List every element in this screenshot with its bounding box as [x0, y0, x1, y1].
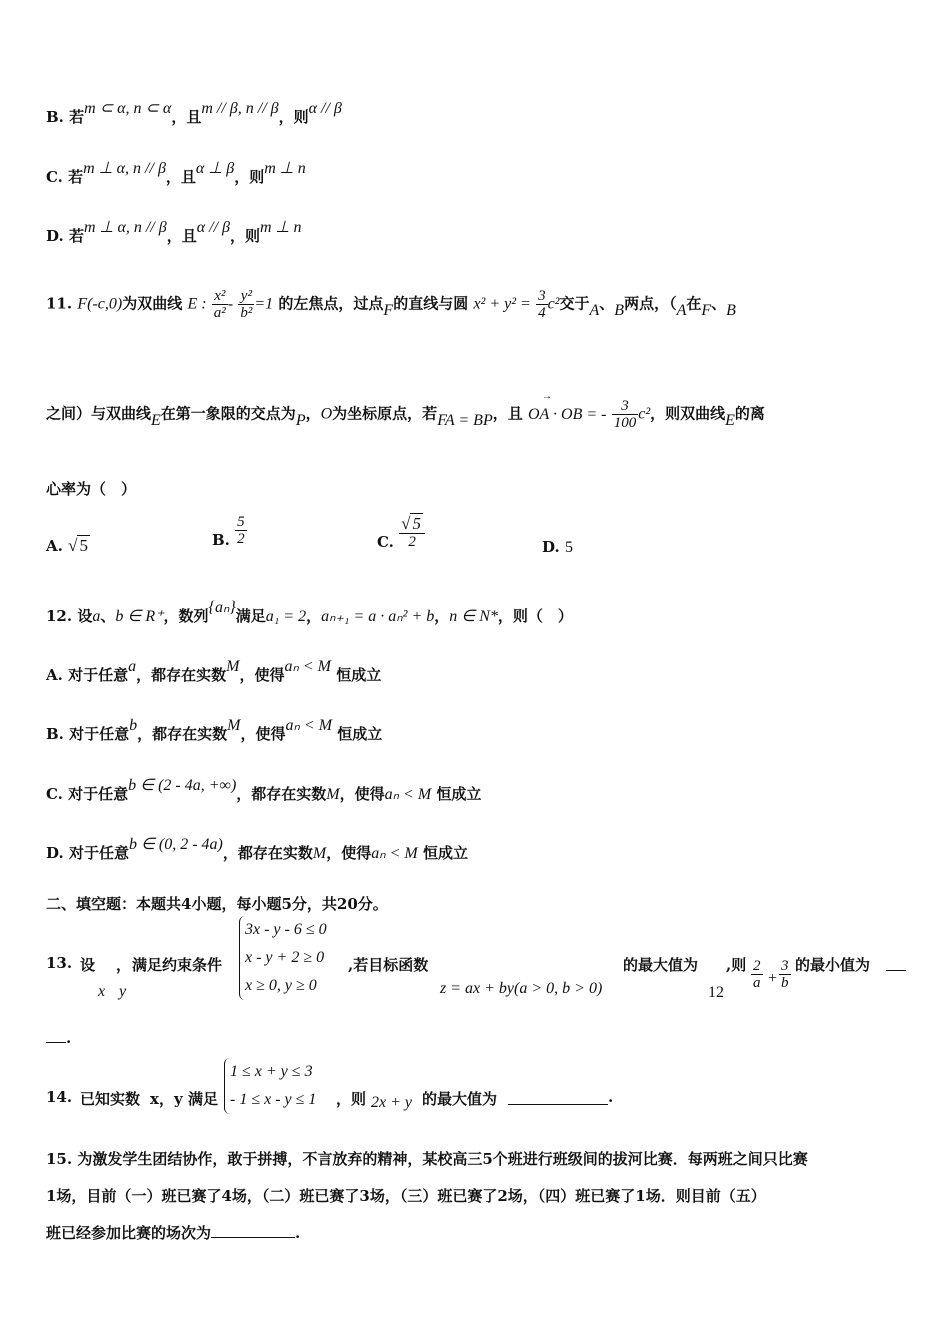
q12-option-c: C. 对于任意b ∈ (2 - 4a, +∞)，都存在实数M，使得aₙ < M 恒成立 — [46, 777, 482, 803]
fraction-y2-b2: $\frac{\text{y²}}{\text{b²}}$ — [240, 288, 253, 321]
sqrt-icon: √ 5 — [401, 514, 421, 533]
q11-option-a: A. √ 5 — [46, 536, 88, 555]
q11-option-b: B. $\frac{5}{2}$ — [212, 514, 245, 549]
answer-blank[interactable] — [886, 956, 906, 971]
q11-option-d: D. 5 — [542, 538, 573, 556]
fraction-x2-a2: $\frac{\text{x²}}{\text{a²}}$ — [213, 288, 226, 321]
constraint-system: 1 ≤ x + y ≤ 3 - 1 ≤ x - y ≤ 1 — [224, 1058, 316, 1114]
fraction-3-4: $\frac{3}{4}$ — [538, 288, 546, 321]
sqrt-icon: √ 5 — [68, 536, 88, 555]
q15-line-2: 1场，目前（一）班已赛了4场，（二）班已赛了3场，（三）班已赛了2场，（四）班已赛了1场．则目前（五） — [46, 1187, 766, 1205]
q12-option-a: A. 对于任意a，都存在实数M，使得aₙ < M 恒成立 — [46, 658, 382, 684]
q11-line-3: 心率为（ ） — [46, 480, 137, 498]
answer-blank[interactable] — [46, 1028, 66, 1043]
q12-option-b: B. 对于任意b，都存在实数M，使得aₙ < M 恒成立 — [46, 717, 383, 743]
q15-line-3: 班已经参加比赛的场次为 . — [46, 1224, 301, 1242]
section-title: 二、填空题：本题共4小题，每小题5分，共20分。 — [46, 895, 388, 913]
q13: 13. 设 ， x y 满足约束条件 3x - y - 6 ≤ 0 x - y + 2 ≥ 0 x ≥ 0, y ≥ 0 ,若目标函数 z = ax + by(a > 0, b > 0) 的最大值为 12 ,则 $\frac{2}{a}$ + $\frac{3}{b}$ 的最小值为 — [46, 920, 904, 1010]
answer-blank[interactable] — [211, 1223, 295, 1238]
constraint-system: 3x - y - 6 ≤ 0 x - y + 2 ≥ 0 x ≥ 0, y ≥ 0 — [239, 916, 327, 1000]
q10-option-c: C. 若m ⊥ α, n // β，且α ⊥ β，则m ⊥ n — [46, 160, 306, 186]
q11-line-1: 11. F(-c,0)为双曲线 E : $\frac{\text{x²}}{\text{a²}}$ - $\frac{\text{y²}}{\text{b²}}$ =1 的左焦点，过点F的直线与圆 x² + y² = $\frac{3}{4}$ c²交于A、B两点，（A在F、B — [46, 288, 736, 321]
q10-option-b: B. 若m ⊂ α, n ⊂ α，且m // β, n // β，则α // β — [46, 100, 342, 126]
q12-option-d: D. 对于任意b ∈ (0, 2 - 4a)，都存在实数M，使得aₙ < M 恒成立 — [46, 836, 468, 862]
fraction-3-100: $\frac{3}{100}$ — [613, 398, 637, 431]
q15-line-1: 15. 为激发学生团结协作，敢于拼搏，不言放弃的精神，某校高三5个班进行班级间的拔河比赛．每两班之间只比赛 — [46, 1150, 808, 1168]
q14: 14. 已知实数 x，y 满足 1 ≤ x + y ≤ 3 - 1 ≤ x - y ≤ 1 ，则 2x + y 的最大值为 . — [46, 1058, 904, 1118]
q11-line-2: 之间）与双曲线E在第一象限的交点为P，O为坐标原点，若FA = BP，且 → OA · OB = - $\frac{3}{100}$ c²，则双曲线E的离 — [46, 398, 904, 431]
q12-stem: 12. 设a、b ∈ R⁺，数列{aₙ}满足a₁ = 2，aₙ₊₁ = a · aₙ² + b，n ∈ N*，则（ ） — [46, 599, 573, 625]
q13-blank-end: . — [46, 1028, 904, 1047]
answer-blank[interactable] — [508, 1090, 608, 1105]
q11-option-c: C. $\frac{√ 5}{2}$ — [377, 516, 425, 550]
q10-option-d: D. 若m ⊥ α, n // β，且α // β，则m ⊥ n — [46, 219, 302, 245]
